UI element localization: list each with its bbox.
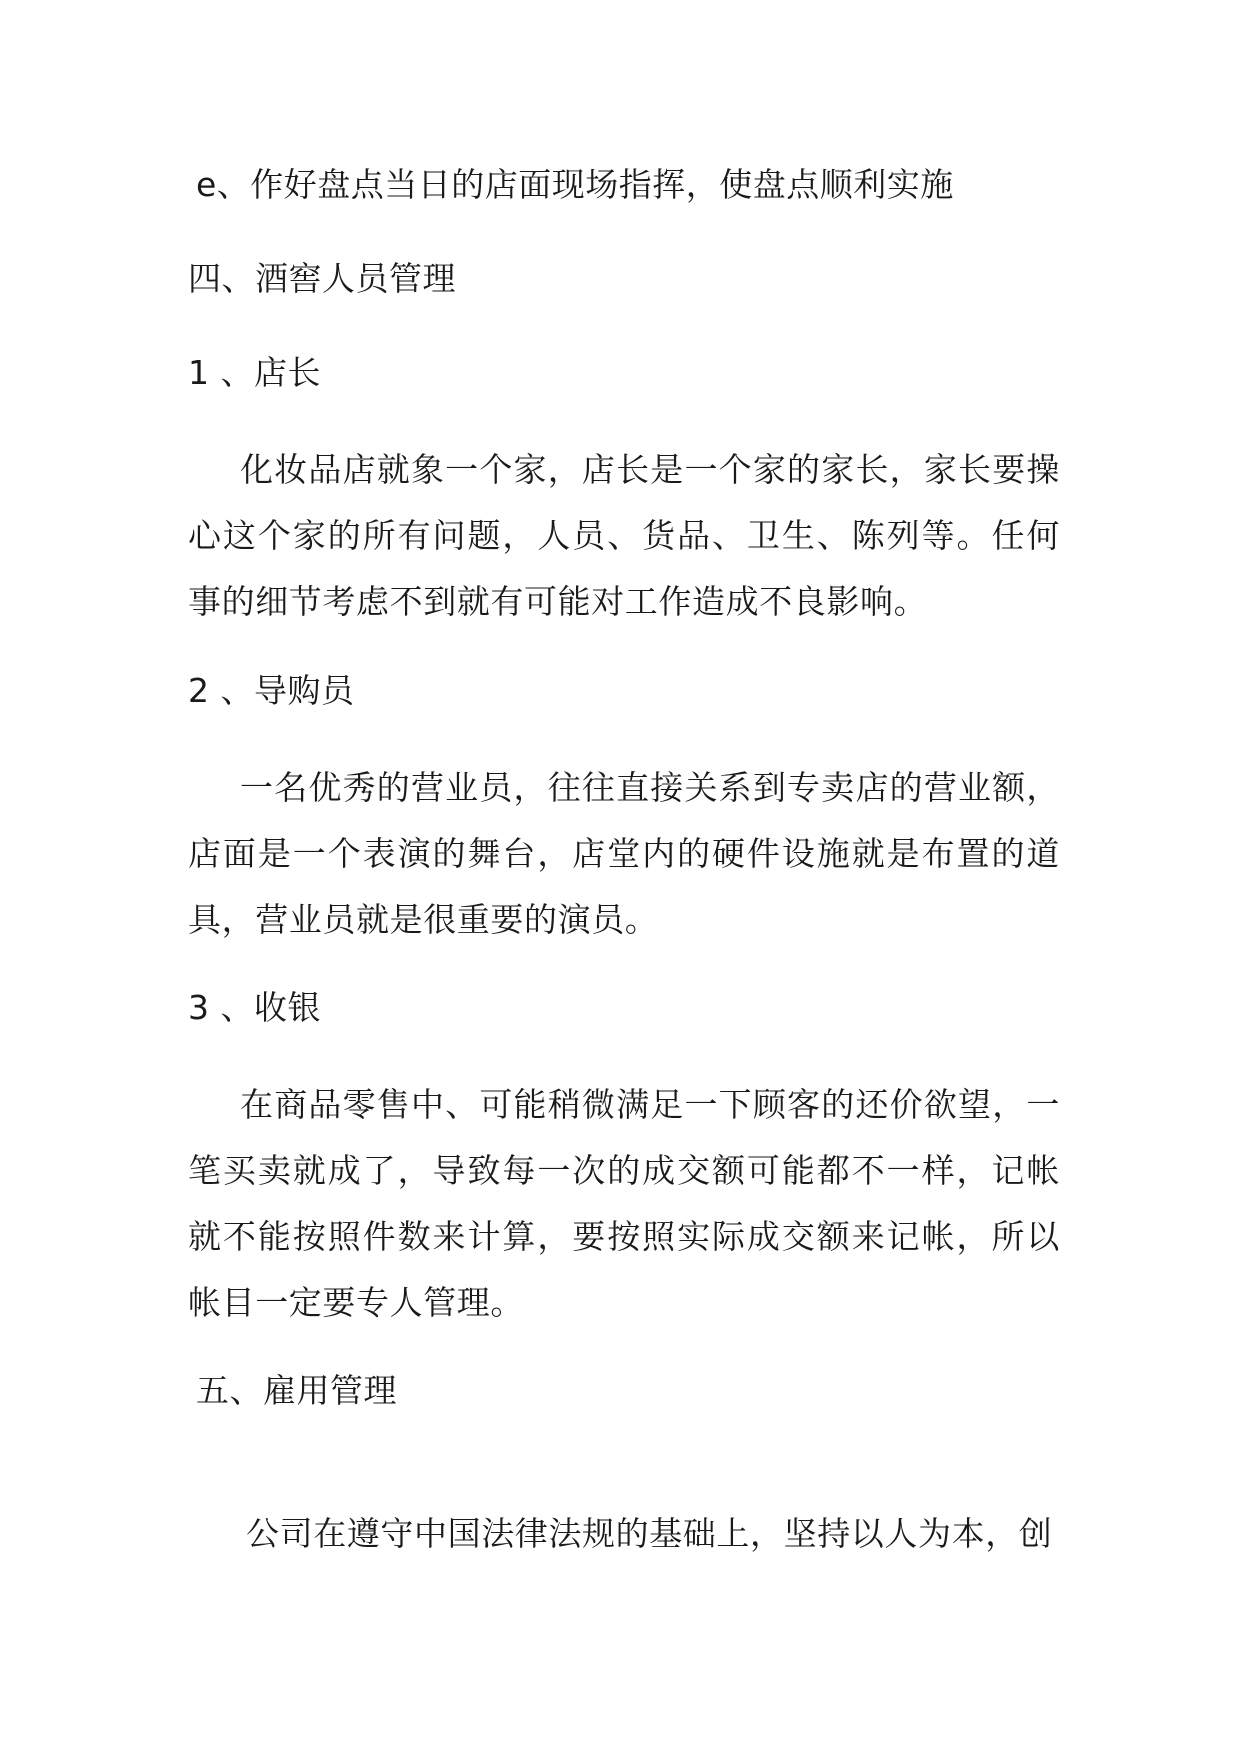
paragraph-employment: 公司在遵守中国法律法规的基础上，坚持以人为本，创: [246, 1514, 1053, 1553]
section-heading-5: 五、雇用管理: [196, 1371, 397, 1410]
item-heading-1: 1 、店长: [188, 353, 321, 392]
item-heading-3: 3 、收银: [188, 988, 321, 1027]
item-heading-2: 2 、导购员: [188, 671, 355, 710]
paragraph-store-manager: 化妆品店就象一个家，店长是一个家的家长，家长要操心这个家的所有问题，人员、货品、卫生、陈列等。任何事的细节考虑不到就有可能对工作造成不良影响。: [188, 450, 1060, 621]
section-heading-4: 四、酒窖人员管理: [188, 259, 456, 298]
list-item-e: e、作好盘点当日的店面现场指挥，使盘点顺利实施: [196, 165, 954, 204]
paragraph-cashier: 在商品零售中、可能稍微满足一下顾客的还价欲望，一笔买卖就成了，导致每一次的成交额可能都不一样，记帐就不能按照件数来计算，要按照实际成交额来记帐，所以帐目一定要专人管理。: [188, 1085, 1060, 1322]
paragraph-sales-guide: 一名优秀的营业员，往往直接关系到专卖店的营业额，店面是一个表演的舞台，店堂内的硬件设施就是布置的道具，营业员就是很重要的演员。: [188, 768, 1060, 939]
